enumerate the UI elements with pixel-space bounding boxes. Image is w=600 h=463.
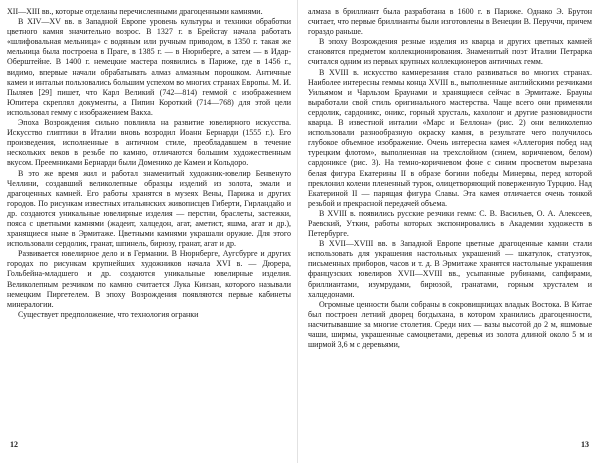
paragraph: В XVII—XVIII вв. в Западной Европе цветные драгоценные камни стали использовать для украшения настольных украшений — шкатулок, статуэток, письменных приборов, часов и т. д. В Эрмитаже хранятся настольные украшения французских ювелиров XVII—XVIII вв., усыпанные рубинами, сапфирами, бриллиантами, изумрудами, бирюзой, гранатами, горным хрусталем и халцедонами.: [308, 239, 592, 299]
left-page-text: [7, 7, 291, 320]
paragraph: В это же время жил и работал знаменитый художник-ювелир Бенвенуто Челлини, создавший великолепные образцы изделий из золота, эмали и драгоценных камней. Его работы хранятся в музеях Вены, Парижа и других городов. По рисункам известных итальянских живописцев Гиберти, Гирландайо и др. создаются уникальные ювелирные изделия — перстни, браслеты, застежки, пояса с цветными камнями (жадеит, халцедон, агат, аметист, яшма, агат и др.), хранящиеся ныне в Эрмитаже. Цветными камнями украшали оружие. Для этого использовали сердолик, гранат, шпинель, бирюзу, гранат, агат и др.: [7, 168, 291, 249]
paragraph: Эпоха Возрождения сильно повлияла на развитие ювелирного искусства. Искусство глиптики в Италии вновь возродил Иоанн Бернарди (1555 г.). Его произведения, исполненные в античном стиле, преобладавшем в течение нескольких веков в резьбе по камню, отличаются большим художественным вкусом. Преемниками Бернарди были Доменико де Камеи и Кольдоро.: [7, 118, 291, 168]
right-page-text: [308, 7, 592, 350]
gutter-divider: [297, 0, 298, 463]
paragraph: В XVIII в. появились русские резчики гемм: С. В. Васильев, О. А. Алексеев, Раевский, Уткин, работы которых экспонировались в Академии художеств в Петербурге.: [308, 208, 592, 239]
paragraph: В эпоху Возрождения резные изделия из кварца и других цветных камней становятся предметом коллекционирования. Знаменитый поэт Италии Петрарка считался одним из первых крупных коллекционеров античных гемм.: [308, 37, 592, 67]
paragraph: алмаза в бриллиант была разработана в 1600 г. в Париже. Однако Э. Брутон считает, что первые бриллианты были изготовлены в Венеции В. Перуччи, причем гораздо раньше.: [308, 7, 592, 37]
paragraph: XII—XIII вв., которые отделаны перечисленными драгоценными камнями.: [7, 7, 263, 16]
right-page: [308, 7, 592, 455]
paragraph: Существует предположение, что технология огранки: [18, 309, 199, 319]
paragraph: В XVIII в. искусство камнерезания стало развиваться во многих странах. Наиболее интересны геммы конца XVIII в., выполненные английскими резчиками Уильямом и Чарльзом Браунами и хранящиеся сейчас в Эрмитаже. Брауны выработали свой стиль оригинального мастерства. Чаще всего они применяли сердолик, сардоникс, оникс, горный хрусталь, кахолонг и другие разновидности кварца. В известной инталии «Марс и Беллона» (рис. 2) они великолепно использовали разнообразную окраску камня, в результате чего получилось глубокое объемное изображение. Очень интересна камея «Аллегория побед над турецким флотом», выполненная на трехслойном (синем, коричневом, белом) сардониксе (рис. 3). На темно-коричневом фоне с синим просветом вырезана белая фигура Екатерины II в образе богини победы Минервы, перед которой преклонил колени плененный турок, олицетворяющий поверженную Турцию. Над Екатериной II — парящая фигура Славы. Эта камея отличается очень тонкой резьбой и прекрасной передачей объема.: [308, 67, 592, 208]
paragraph: Огромные ценности были собраны в сокровищницах владык Востока. В Китае был построен летний дворец богдыхана, в котором хранились драгоценности, насчитывавшие за многие столетия. Среди них — вазы высотой до 2 м, яшмовые чаши, ширмы, украшенные самоцветами, деревья из золота длиной около 5 м и ширмой 3,6 м с деревьями,: [308, 299, 592, 350]
page-number: 12: [10, 440, 18, 449]
paragraph: Развивается ювелирное дело и в Германии. В Нюрнберге, Аугсбурге и других городах по рисункам крупнейших художников начала XVI в. — Дюрера, Гольбейна-младшего и др. создаются уникальные ювелирные изделия. Великолепным резчиком по камню считается Лука Кинзан, которого называли немецким Пиргетелем. В эпоху Возрождения появляются первые кабинеты минералогии.: [7, 249, 291, 309]
left-page: [7, 7, 291, 455]
paragraph: В XIV—XV вв. в Западной Европе уровень культуры и техники обработки цветного камня значительно возрос. В 1327 г. в Брейсгау начала работать «шлифовальная мельница» с водяным или ручным приводом, в 1350 г. такая же мельница была построена в Праге, в 1385 г. — в Нюрнберге, а затем — в Идар-Оберштейне. В 1400 г. немецкие мастера появились в Париже, где в 1456 г., видимо, впервые начали обрабатывать алмаз алмазным порошком. Античные камеи и интальи пользовались большим успехом во многих странах Европы. М. И. Пыляев [29] пишет, что Карл Великий (742—814) геммой с изображением Юпитера скреплял документы, а Пипин Короткий (714—768) для этой цели использовал гемму с изображением Вакха.: [7, 17, 291, 117]
page-number: 13: [581, 440, 589, 449]
